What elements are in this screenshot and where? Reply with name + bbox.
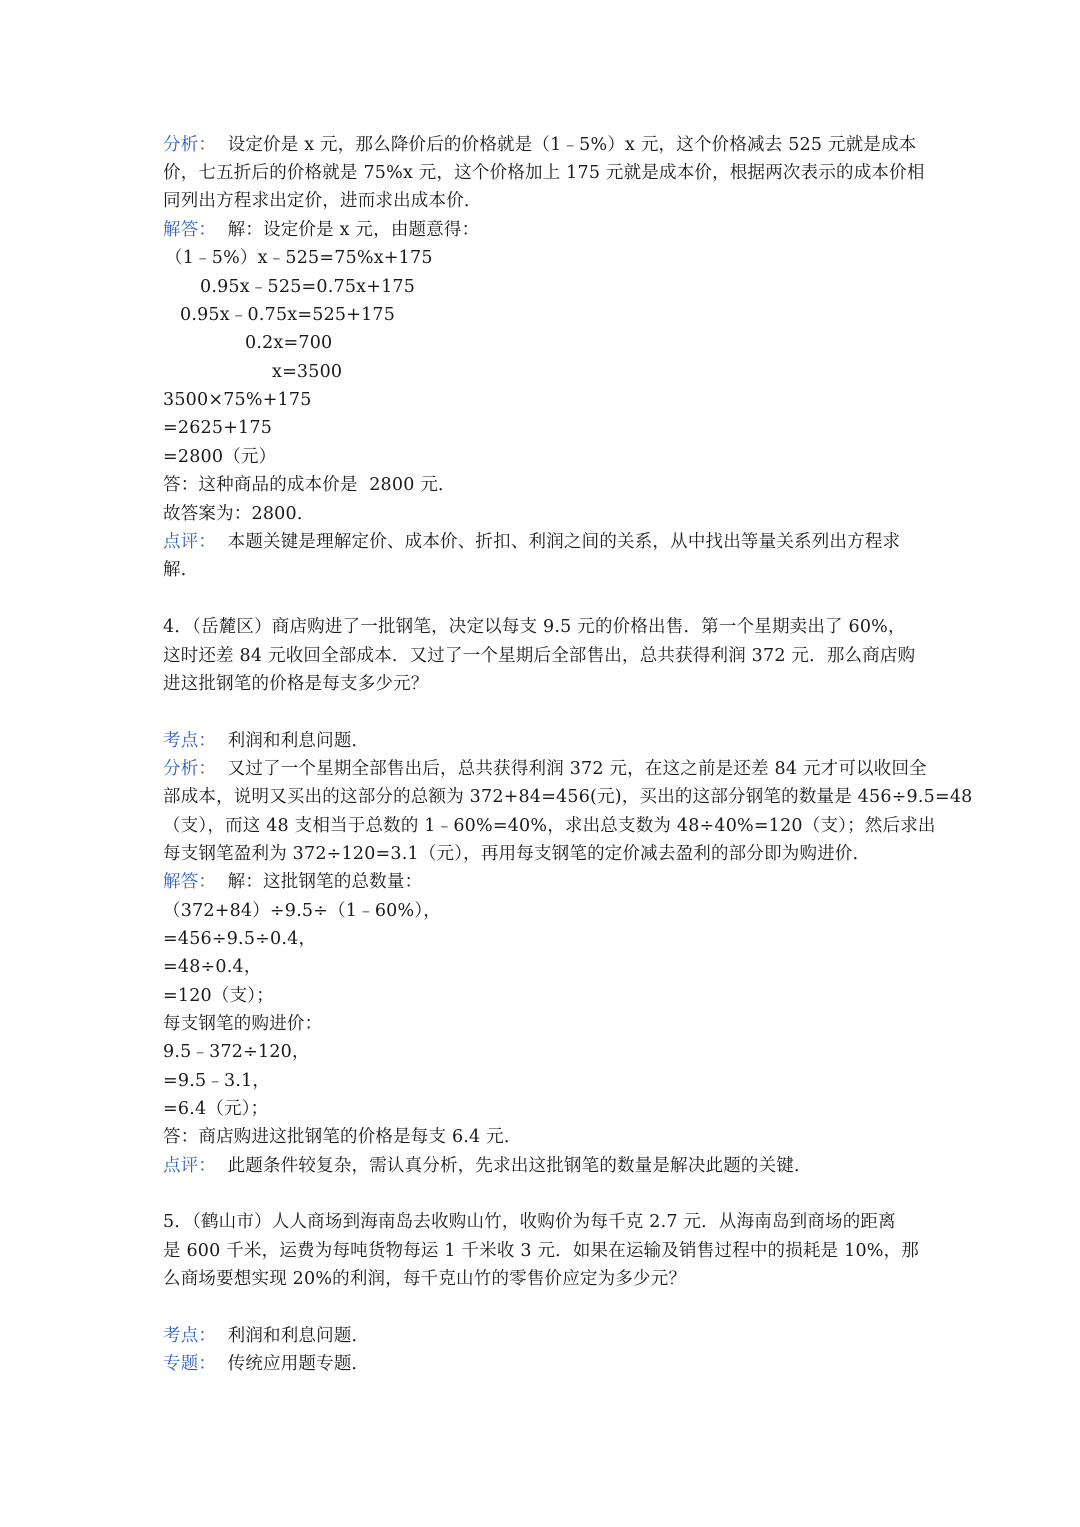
comment-line [163, 1155, 812, 1177]
equation-line: x=3500 [272, 362, 343, 382]
calc-line: =2625+175 [163, 418, 273, 438]
topic-line [163, 730, 369, 752]
topic-line [163, 1325, 369, 1347]
question-4-line: 4．（岳麓区）商店购进了一批钢笔，决定以每支 9.5 元的价格出售．第一个星期卖出了 60%， [163, 617, 906, 637]
special-topic-line [163, 1353, 369, 1375]
answer-line: 答：商店购进这批钢笔的价格是每支 6.4 元． [163, 1127, 522, 1147]
text: 设定价是 x 元，那么降价后的价格就是（1﹣5%）x 元，这个价格减去 525 元就是成本 [216, 135, 917, 155]
equation-line: 0.95x﹣525=0.75x+175 [200, 277, 416, 297]
label-analysis: 分析： [163, 135, 217, 155]
label-topic: 考点： [163, 1326, 217, 1346]
text: 解：设定价是 x 元，由题意得： [216, 220, 480, 240]
text: 解：这批钢笔的总数量： [216, 872, 423, 892]
label-comment: 点评： [163, 532, 217, 552]
answer-line: 答：这种商品的成本价是 2800 元． [163, 475, 456, 495]
equation-line: （1﹣5%）x﹣525=75%x+175 [165, 248, 433, 268]
text-line: 每支钢笔盈利为 372÷120=3.1（元），再用每支钢笔的定价减去盈利的部分即为购进价． [163, 844, 871, 864]
calc-line: =456÷9.5÷0.4， [163, 929, 317, 949]
calc-line: =48÷0.4， [163, 957, 262, 977]
question-4-line: 进这批钢笔的价格是每支多少元？ [163, 674, 429, 694]
text-line: （支），而这 48 支相当于总数的 1﹣60%=40%，求出总支数为 48÷40%=120（支）；然后求出 [163, 816, 936, 836]
label-analysis: 分析： [163, 759, 217, 779]
text-line: 同列出方程求出定价，进而求出成本价． [163, 191, 482, 211]
calc-line: （372+84）÷9.5÷（1﹣60%）， [163, 901, 441, 921]
text-line: 价，七五折后的价格就是 75%x 元，这个价格加上 175 元就是成本价，根据两次表示的成本价相 [163, 163, 925, 183]
solution-line [163, 219, 479, 241]
text: 此题条件较复杂，需认真分析，先求出这批钢笔的数量是解决此题的关键． [216, 1156, 812, 1176]
text: 又过了一个星期全部售出后，总共获得利润 372 元，在这之前是还差 84 元才可以收回全 [216, 759, 927, 779]
question-4-line: 这时还差 84 元收回全部成本．又过了一个星期后全部售出，总共获得利润 372 元．那么商店购 [163, 646, 916, 666]
label-solution: 解答： [163, 220, 217, 240]
question-5-line: 是 600 千米，运费为每吨货物每运 1 千米收 3 元．如果在运输及销售过程中的损耗是 10%，那 [163, 1241, 920, 1261]
calc-line: =9.5﹣3.1， [163, 1071, 271, 1091]
label-topic: 考点： [163, 731, 217, 751]
analysis-line [163, 758, 927, 780]
text: 利润和利息问题． [216, 731, 370, 751]
calc-line: =6.4（元）； [163, 1099, 269, 1119]
question-5-line: 么商场要想实现 20%的利润，每千克山竹的零售价应定为多少元？ [163, 1269, 687, 1289]
answer-line: 故答案为：2800． [163, 504, 315, 524]
text: 本题关键是理解定价、成本价、折扣、利润之间的关系，从中找出等量关系列出方程求 [216, 532, 901, 552]
calc-line: =120（支）； [163, 986, 274, 1006]
equation-line: 0.2x=700 [245, 333, 333, 353]
equation-line: 0.95x﹣0.75x=525+175 [180, 305, 396, 325]
comment-line [163, 531, 900, 553]
calc-line: =2800（元） [163, 447, 277, 467]
question-5-line: 5．（鹤山市）人人商场到海南岛去收购山竹，收购价为每千克 2.7 元．从海南岛到商场的距离 [163, 1212, 896, 1232]
text: 传统应用题专题． [216, 1354, 370, 1374]
calc-line: 3500×75%+175 [163, 390, 312, 410]
calc-line: 9.5﹣372÷120， [163, 1042, 310, 1062]
text: 利润和利息问题． [216, 1326, 370, 1346]
label-special-topic: 专题： [163, 1354, 217, 1374]
analysis-line [163, 134, 916, 156]
text-line: 部成本，说明又买出的这部分的总额为 372+84=456(元)，买出的这部分钢笔的数量是 456÷9.5=48 [163, 787, 973, 807]
text-line: 解． [163, 560, 199, 580]
label-solution: 解答： [163, 872, 217, 892]
solution-line [163, 871, 422, 893]
calc-line: 每支钢笔的购进价： [163, 1014, 323, 1034]
label-comment: 点评： [163, 1156, 217, 1176]
